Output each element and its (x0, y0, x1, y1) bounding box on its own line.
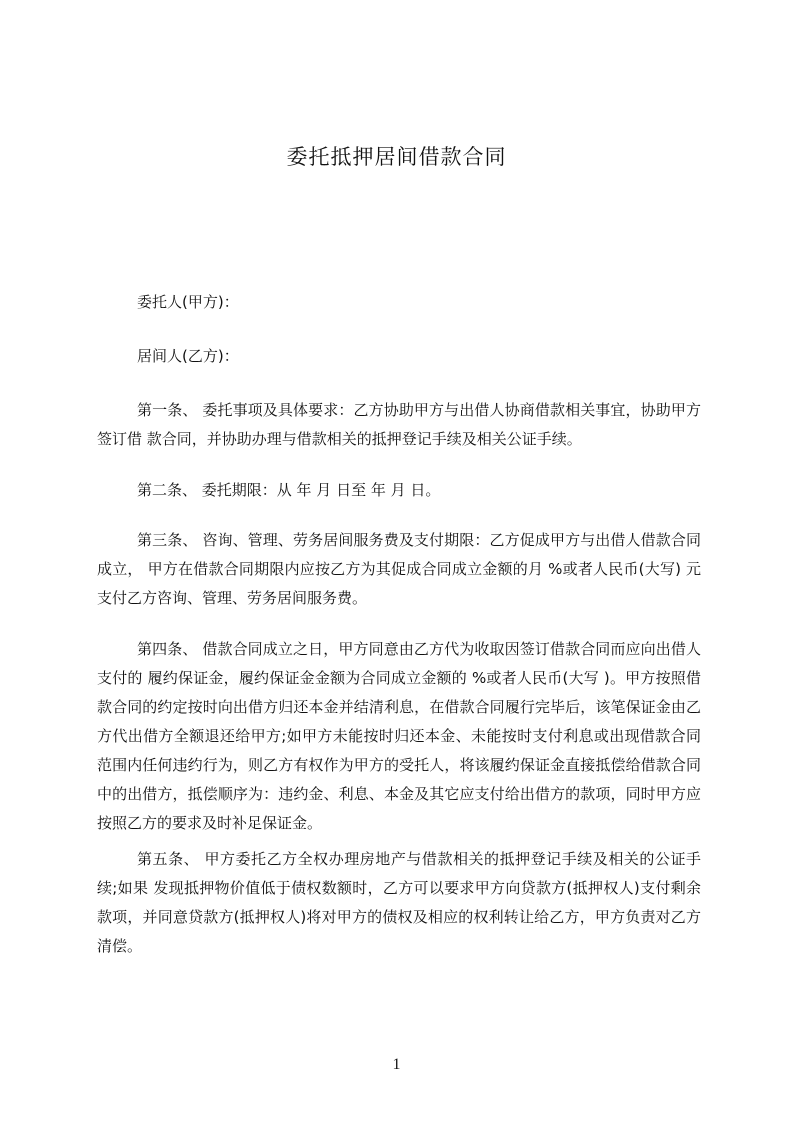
clause-4: 第四条、 借款合同成立之日，甲方同意由乙方代为收取因签订借款合同而应向出借人支付的 履约保证金，履约保证金金额为合同成立金额的 %或者人民币(大写 )。甲方按照借款合同的约定按时向出借方归还本金并结清利息，在借款合同履行完毕后，该笔保证金由乙方代出借方全额退还给甲方;如甲方未能按时归还本金、未能按时支付利息或出现借款合同范围内任何违约行为，则乙方有权作为甲方的受托人，将该履约保证金直接抵偿给借款合同中的出借方，抵偿顺序为：违约金、利息、本金及其它应支付给出借方的款项，同时甲方应按照乙方的要求及时补足保证金。 (97, 640, 701, 832)
clause-5: 第五条、 甲方委托乙方全权办理房地产与借款相关的抵押登记手续及相关的公证手续;如果 发现抵押物价值低于债权数额时，乙方可以要求甲方向贷款方(抵押权人)支付剩余款项，并同意贷款方(抵押权人)将对甲方的债权及相应的权利转让给乙方，甲方负责对乙方清偿。 (97, 850, 701, 955)
page-number: 1 (392, 1056, 401, 1073)
party-a-line: 委托人(甲方)： (137, 293, 239, 311)
clause-2: 第二条、 委托期限：从 年 月 日至 年 月 日。 (137, 481, 441, 499)
party-b-line: 居间人(乙方)： (137, 347, 239, 365)
clause-3: 第三条、 咨询、管理、劳务居间服务费及支付期限：乙方促成甲方与出借人借款合同成立， 甲方在借款合同期限内应按乙方为其促成合同成立金额的月 %或者人民币(大写) 元支付乙方咨询、管理、劳务居间服务费。 (97, 531, 701, 607)
clause-1: 第一条、 委托事项及具体要求：乙方协助甲方与出借人协商借款相关事宜，协助甲方签订借 款合同，并协助办理与借款相关的抵押登记手续及相关公证手续。 (97, 401, 701, 448)
page-title: 委托抵押居间借款合同 (286, 145, 507, 169)
